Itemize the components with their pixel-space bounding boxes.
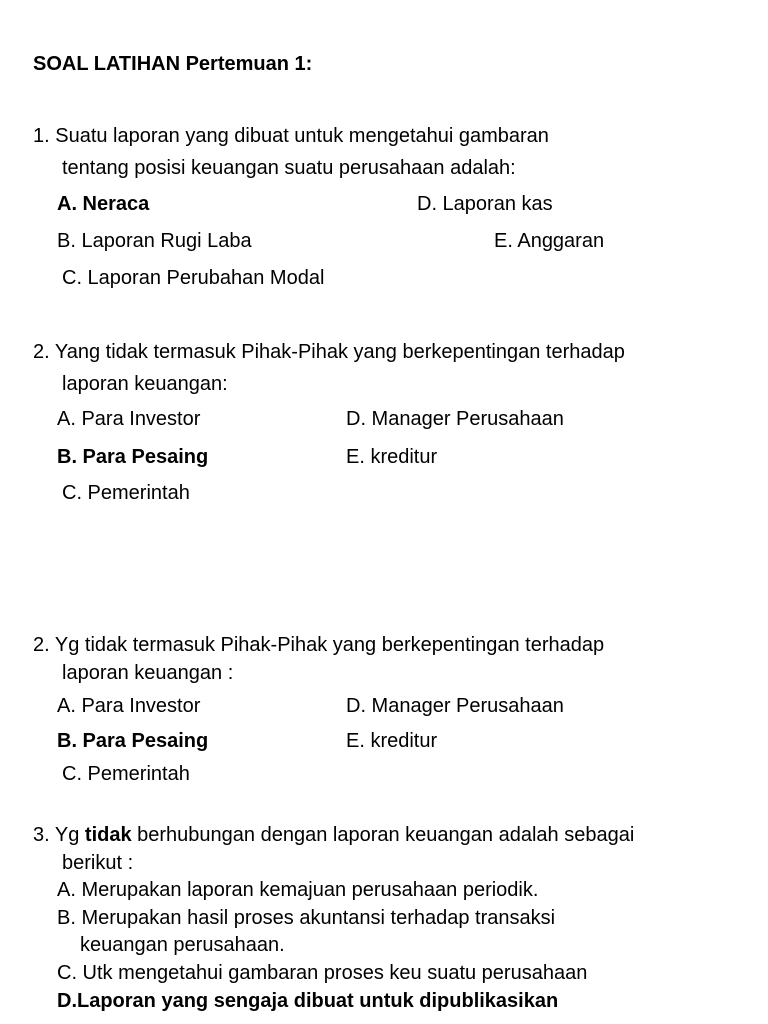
q3-option-b-line1: B. Merupakan hasil proses akuntansi terhadap transaksi [57,907,556,929]
q1-line2: tentang posisi keuangan suatu perusahaan adalah: [62,157,516,179]
q2b-option-e: E. kreditur [346,730,438,752]
q2a-option-d: D. Manager Perusahaan [346,408,564,430]
q2b-option-a: A. Para Investor [57,695,201,717]
q1-option-c: C. Laporan Perubahan Modal [62,267,325,289]
q3-line1-bold: tidak [84,824,132,846]
q2b-line1: 2. Yg tidak termasuk Pihak-Pihak yang berkepentingan terhadap [33,634,605,656]
q2b-option-d: D. Manager Perusahaan [346,695,564,717]
q3-line2: berikut : [62,852,134,874]
q3-line1-post: berhubungan dengan laporan keuangan adalah sebagai [131,824,635,846]
q1-option-d: D. Laporan kas [417,193,553,215]
q1-option-e: E. Anggaran [494,230,605,252]
q3-option-c: C. Utk mengetahui gambaran proses keu suatu perusahaan [57,962,588,984]
q3-line1 [33,823,634,847]
q2a-option-c: C. Pemerintah [62,482,190,504]
q1-line1: 1. Suatu laporan yang dibuat untuk mengetahui gambaran [33,125,549,147]
q2b-option-b: B. Para Pesaing [57,730,209,752]
q3-option-d: D.Laporan yang sengaja dibuat untuk dipublikasikan [57,990,559,1012]
q2a-line2: laporan keuangan: [62,373,228,395]
q2b-option-c: C. Pemerintah [62,763,190,785]
q2b-line2: laporan keuangan : [62,662,234,684]
q2a-option-a: A. Para Investor [57,408,201,430]
q2a-line1: 2. Yang tidak termasuk Pihak-Pihak yang berkepentingan terhadap [33,341,625,363]
q2a-option-b: B. Para Pesaing [57,446,209,468]
q1-option-b: B. Laporan Rugi Laba [57,230,252,252]
page-title: SOAL LATIHAN Pertemuan 1: [33,53,313,75]
q3-line1-pre: 3. Yg [33,824,85,846]
q2a-option-e: E. kreditur [346,446,438,468]
q3-option-b-line2: keuangan perusahaan. [80,934,285,956]
q3-option-a: A. Merupakan laporan kemajuan perusahaan periodik. [57,879,539,901]
q1-option-a: A. Neraca [57,193,150,215]
